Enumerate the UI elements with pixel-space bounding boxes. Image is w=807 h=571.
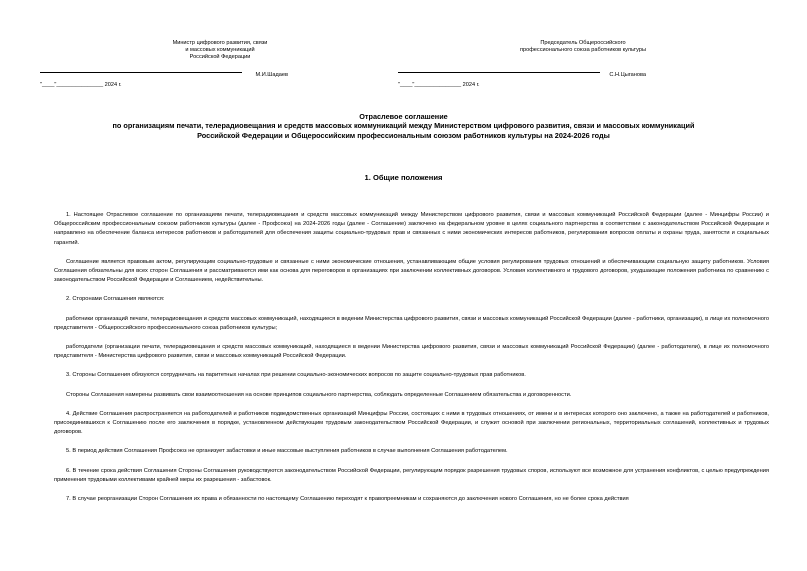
signatory-role: Председатель Общероссийского профессионального союза работников культуры — [519, 40, 647, 54]
paragraph: Соглашение является правовым актом, регулирующим социально-трудовые и связанные с ними экономические отношения, устанавливающим общие условия регулирования трудовых отношений и обеспечивающим социальную защиту работников. Условия Соглашения обязательны для всех сторон Соглашения и рассматриваются ими как основа для переговоров в организациях при заключении коллективных договоров. Условия коллективного и трудового договоров, ухудшающие положения работника по сравнению с законодательством Российской Федерации и Соглашением, недействительны. — [54, 258, 769, 284]
document-body — [54, 211, 769, 504]
signature-line — [398, 64, 646, 79]
signature-block-minister — [40, 40, 400, 89]
signature-date: "____"_______________ 2024 г. — [40, 81, 122, 88]
signatory-name: С.Н.Цыганова — [609, 72, 646, 79]
signature-line — [40, 64, 288, 79]
signatory-name: М.И.Шадаев — [255, 72, 288, 79]
paragraph: 1. Настоящее Отраслевое соглашение по организациям печати, телерадиовещания и средств массовых коммуникаций между Министерством цифрового развития, связи и массовых коммуникаций Российской Федерации (далее - Минцифры России) и Общероссийским профессиональным союзом работников культуры (далее - Профсоюз) на 2024-2026 годы (далее - Соглашение) заключено на федеральном уровне в целях социального партнерства в соответствии с законодательством Российской Федерации и направлено на обеспечение баланса интересов работников и работодателей для обеспечения защиты социально-трудовых прав и связанных с ними экономических интересов работников, регулирования вопросов оплаты и охраны труда, занятости и социальных гарантий. — [54, 212, 769, 246]
paragraph: 6. В течение срока действия Соглашения Стороны Соглашения руководствуются законодательством Российской Федерации, регулирующим порядок разрешения трудовых споров, используют все возможное для устранения конфликтов, с целью предупреждения применения трудовыми коллективами крайней меры их разрешения - забастовок. — [54, 467, 769, 483]
paragraph: работодатели (организации печати, телерадиовещания и средств массовых коммуникаций, находящиеся в ведении Министерства цифрового развития, связи и массовых коммуникаций Российской Федерации) (далее - работодатели), в лице их полномочного представителя - Министерства цифрового развития, связи и массовых коммуникаций Российской Федерации. — [54, 344, 769, 360]
signature-block-union-chair — [398, 40, 768, 89]
paragraph: 5. В период действия Соглашения Профсоюз не организует забастовки и иные массовые выступления работников в случае выполнения Соглашения работодателем. — [66, 448, 508, 455]
signature-date: "____"_______________ 2024 г. — [398, 81, 480, 88]
section-heading: 1. Общие положения — [364, 173, 443, 182]
paragraph: работники организаций печати, телерадиовещания и средств массовых коммуникаций, находящиеся в ведении Министерства цифрового развития, связи и массовых коммуникаций Российской Федерации (далее - работники, организации), в лице их полномочного представителя - Общероссийского профессионального союза работников культуры; — [54, 315, 769, 331]
paragraph: 7. В случае реорганизации Сторон Соглашения их права и обязанности по настоящему Соглашению переходят к правопреемникам и сохраняются до заключения нового Соглашения, но не более срока действия — [66, 496, 629, 503]
signatory-role: Министр цифрового развития, связи и массовых коммуникаций Российской Федерации — [172, 40, 268, 61]
paragraph: 3. Стороны Соглашения обязуются сотрудничать на паритетных началах при решении социально-экономических вопросов по защите социально-трудовых прав работников. — [66, 372, 526, 379]
paragraph: 2. Сторонами Соглашения являются: — [66, 296, 165, 303]
paragraph: Стороны Соглашения намерены развивать свои взаимоотношения на основе принципов социального партнерства, соблюдать определенные Соглашением обязательства и договоренности. — [66, 391, 572, 398]
paragraph: 4. Действие Соглашения распространяется на работодателей и работников подведомственных организаций Минцифры России, состоящих с ними в трудовых отношениях, от имени и в интересах которого оно заключено, а также на работодателей и работников, присоединившихся к Соглашению после его заключения в порядке, установленном действующим трудовым законодательством Российской Федерации, и служит основой при заключении региональных, территориальных соглашений, коллективных и трудовых договоров. — [54, 410, 769, 436]
document-title: Отраслевое соглашение по организациям печати, телерадиовещания и средств массовых коммуникаций между Министерством цифрового развития, связи и массовых коммуникаций Российской Федерации и Общероссийским профессиональным союзом работников культуры на 2024-2026 годы — [112, 112, 695, 140]
